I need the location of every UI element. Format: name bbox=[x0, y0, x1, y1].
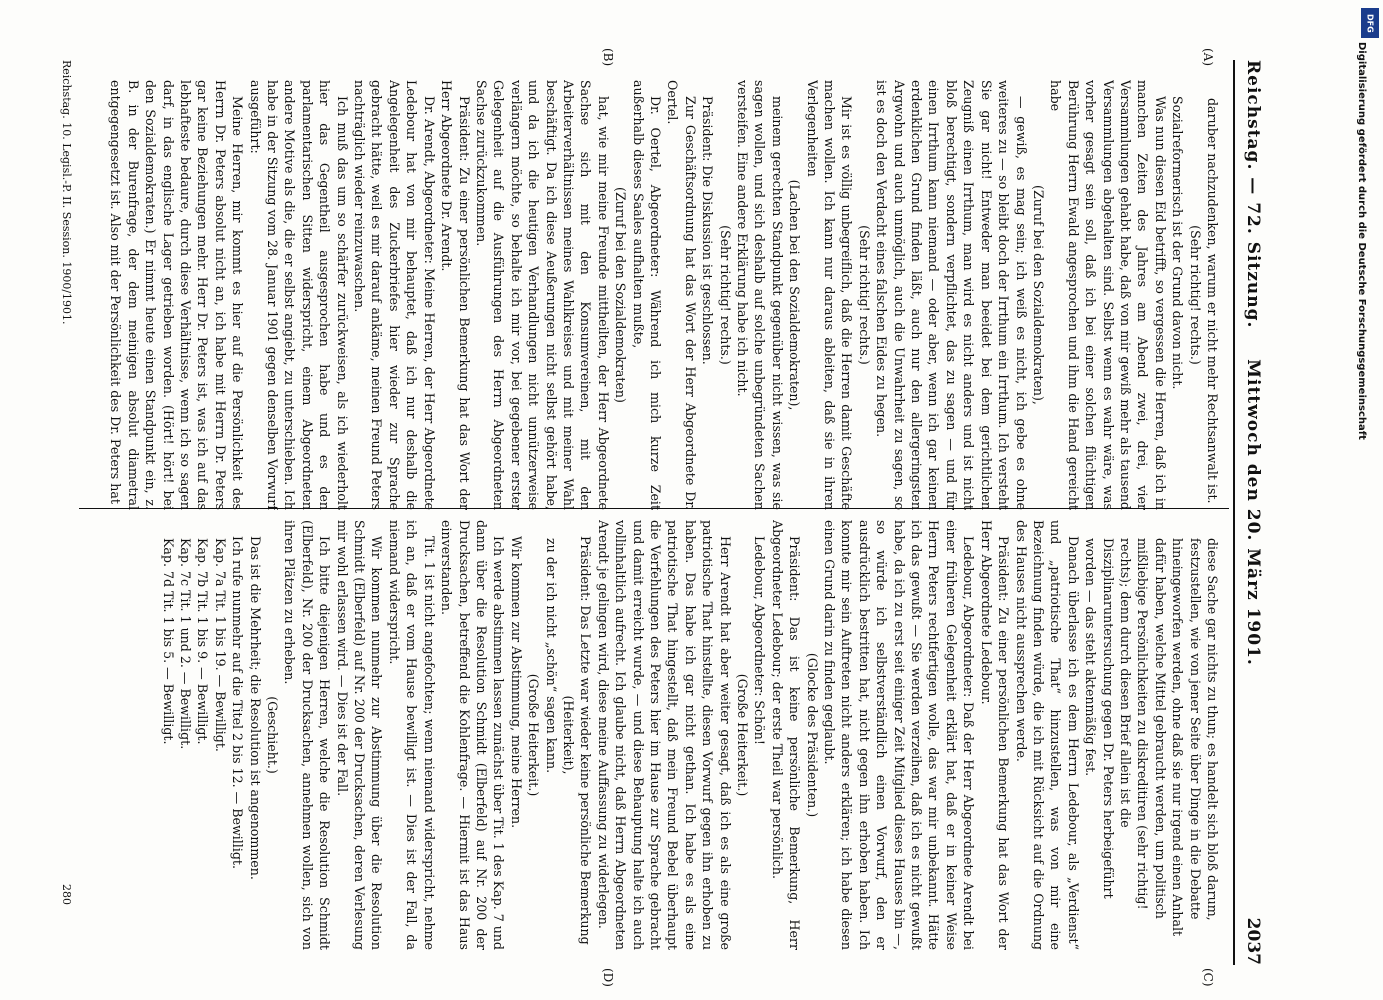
paragraph: Tit. 1 ist nicht angefochten; wenn niemand widerspricht, nehme ich an, daß er vom Hause bewilligt ist. — Dies ist der Fall, da niemand widerspricht. bbox=[386, 520, 437, 950]
interjection: (Lachen bei den Sozialdemokraten), bbox=[787, 179, 803, 411]
paragraph: Ich muß das um so schärfer zurückweisen, als ich wiederholt hier das Gegentheil ausgesprochen habe und es den parlamentarischen Sitten widerspricht, einem Abgeordneten andere Motive als die, die er selbst angiebt, zu unterschieben. Ich habe in der Sitzung vom 28. Januar 1901 gegen denselben Vorwurf ausgeführt: bbox=[247, 80, 350, 510]
paragraph: Dr. Oertel, Abgeordneter: Während ich mich kurze Zeit außerhalb dieses Saales aufhalten mußte, bbox=[630, 80, 663, 510]
interjection: (Glocke des Präsidenten.) bbox=[804, 652, 820, 818]
margin-mark-c: (C) bbox=[1201, 968, 1215, 987]
margin-mark-d: (D) bbox=[601, 968, 615, 987]
interjection: (Große Heiterkeit.) bbox=[526, 673, 542, 797]
footer-left: Reichstag. 10. Legisl.-P. II. Session. 1900/1901. bbox=[60, 60, 73, 325]
interjection: (Zuruf bei den Sozialdemokraten), bbox=[1030, 185, 1046, 405]
page-header bbox=[1231, 60, 1275, 965]
interjection: (Geschieht.) bbox=[265, 696, 281, 774]
interjection: (Sehr richtig! rechts.) bbox=[717, 225, 733, 365]
header-date: Mittwoch den 20. März 1901. bbox=[1243, 359, 1263, 666]
dfg-logo: DFG bbox=[1361, 8, 1379, 38]
paragraph: Ich bitte diejenigen Herren, welche die Resolution Schmidt (Elberfeld), Nr. 200 der Drucksachen, annehmen wollen, sich von ihren Plätzen zu erheben. bbox=[282, 520, 333, 950]
paragraph: Wir kommen nunmehr zur Abstimmung über die Resolution Schmidt (Elberfeld) auf Nr. 200 der Drucksachen, deren Verlesung mir wohl erlassen wird. — Dies ist der Fall. bbox=[334, 520, 385, 950]
footer-signature: 280 bbox=[60, 884, 73, 905]
interjection: (Zuruf bei den Sozialdemokraten) bbox=[613, 187, 629, 403]
paragraph: Mir ist es völlig unbegreiflich, daß die Herren damit Geschäfte machen wollen. Ich kann nur daraus ableiten, daß sie in ihren Verlegenheiten bbox=[804, 80, 855, 510]
paragraph: Präsident: Das Letzte war wieder keine persönliche Bemerkung bbox=[578, 536, 594, 945]
interjection: (Sehr richtig! rechts.) bbox=[1187, 225, 1203, 365]
paragraph: Ledebour, Abgeordneter: Schön! bbox=[752, 536, 768, 745]
interjection: (Sehr richtig! rechts.) bbox=[856, 225, 872, 365]
paragraph: zu der ich nicht „schön“ sagen kann. bbox=[543, 538, 559, 774]
paragraph: Präsident: Zu einer persönlichen Bemerkung hat das Wort der Herr Abgeordnete Ledebour. bbox=[978, 520, 1012, 950]
paragraph: Wir kommen zur Abstimmung, meine Herren. bbox=[508, 536, 524, 829]
paragraph: meinem gerechten Standpunkt gegenüber nicht wissen, was sie sagen wollen, und sich deshalb auf solche unbegründeten Sachen versteifen. Eine andere Erklärung habe ich nicht. bbox=[735, 80, 785, 510]
left-column bbox=[71, 80, 1221, 510]
page-footer bbox=[60, 60, 73, 965]
paragraph: Ich rufe nunmehr auf die Titel 2 bis 12. — Bewilligt. bbox=[230, 536, 246, 869]
list-item: Kap. 7a Tit. 1 bis 19. — Bewilligt. bbox=[212, 538, 228, 752]
paragraph: Dr. Arendt, Abgeordneter: Meine Herren, der Herr Abgeordnete Ledebour hat von mir behauptet, daß ich nur deshalb die Angelegenheit des Zuckerbriefes hier wieder zur Sprache gebracht hätte, weil es mir darauf ankäme, meinen Freund Peters nachträglich wieder reinzuwaschen. bbox=[352, 80, 437, 510]
paragraph: Präsident: Die Diskussion ist geschlossen. bbox=[700, 96, 716, 365]
paragraph: daruber nachzudenken, warum er nicht mehr Rechtsanwalt ist. bbox=[1205, 98, 1220, 504]
paragraph: Herr Arendt hat aber weiter gesagt, daß ich es als eine große patriotische That hinstellte, diesen Vorwurf gegen ihn erhoben zu haben. Das habe ich gar nicht gethan. Ich habe es als eine patriotische That hingestellt, daß mein Freund Bebel überhaupt die Verfehlungen des Peters hier im Hause zur Sprache gebracht und damit erreicht wurde, — und diese Behauptung halte ich auch vollinhaltlich aufrecht. Ich glaube nicht, daß Herrn Abgeordneten Arendt je gelingen wird, diese meine Auffassung zu widerlegen. bbox=[595, 520, 733, 950]
paragraph: Ledebour, Abgeordneter: Daß der Herr Abgeordnete Arendt bei einer früheren Gelegenheit erklärt hat, daß er in keiner Weise Herrn Peters rechtfertigen wolle, das war mir unbekannt. Hätte ich das gewußt — Sie werden verzeihen, daß ich es nicht gewußt habe, da ich zu erst seit einiger Zeit Mitglied dieses Hauses bin —, so würde ich selbstverständlich einen Vorwurf, den er ausdrücklich bestritten hat, nicht gegen ihn erhoben haben. Ich konnte mir sein Auftreten nicht anders erklären; ich habe diesen einen Grund darin zu finden geglaubt. bbox=[822, 520, 977, 950]
paragraph: Ich werde abstimmen lassen zunächst über Tit. 1 des Kap. 7 und dann über die Resolution Schmidt (Elberfeld) auf Nr. 200 der Drucksachen, betreffend die Kohlenfrage. — Hiermit ist das Haus einverstanden. bbox=[439, 520, 507, 950]
paragraph: Das ist die Mehrheit; die Resolution ist angenommen. bbox=[247, 536, 263, 880]
list-item: Kap. 7b Tit. 1 bis 9. — Bewilligt. bbox=[195, 538, 211, 745]
rotated-page bbox=[55, 0, 1295, 1000]
paragraph: Präsident: Zu einer persönlichen Bemerkung hat das Wort der Herr Abgeordnete Dr. Arendt. bbox=[439, 80, 472, 510]
paragraph: Danach überlasse ich es dem Herrn Ledebour, als „Verdienst“ und „patriotische That“ hinzustellen, was von mir eine Bezeichnung finden würde, die ich mit Rücksicht auf die Ordnung des Hauses nicht aussprechen werde. bbox=[1013, 520, 1081, 950]
margin-mark-a: (A) bbox=[1201, 48, 1215, 67]
paragraph: diese Sache gar nichts zu thun; es handelt sich bloß darum, festzustellen, wie von jener Seite über Dinge in die Debatte hineingeworfen werden, ohne daß sie nur irgend einen Anhalt dafür haben, welche Mittel gebraucht werden, um politisch mißliebige Persönlichkeiten zu diskreditiren (sehr richtig! rechts); denn durch diesen Brief allein ist die Disziplinaruntersuchung gegen Dr. Peters herbeigeführt worden — das steht aktenmäßig fest. bbox=[1083, 538, 1220, 937]
paragraph: Zur Geschäftsordnung hat das Wort der Herr Abgeordnete Dr. Oertel. bbox=[665, 80, 698, 510]
paragraph: Präsident: Das ist keine persönliche Bemerkung, Herr Abgeordneter Ledebour; der erste Theil war persönlich. bbox=[769, 520, 803, 950]
header-rule bbox=[1233, 60, 1235, 965]
paragraph: — gewiß, es mag sein; ich weiß es nicht, ich gebe es ohne weiteres zu — so bleibt doch der Irrthum ein Irrthum. Ich versteht Sie gar nicht! Entweder man beeidet bei dem gerichtlichen Zeugniß einen Irrthum, man wird es nicht anders und ist nicht bloß berechtigt, sondern verpflichtet, das zu sagen — und für einen Irrthum kann niemand — oder aber, wenn ich gar keinen erdenklichen Grund finden läßt, auch nur den allergeringsten Argwohn und auch unmöglich, auch die Unwahrheit zu sagen, so ist es doch den Verdacht eines falschen Eides zu hegen. bbox=[874, 80, 1029, 510]
paragraph: hat, wie mir meine Freunde mittheilten, der Herr Abgeordnete Sachse sich mit den Konsumvereinen, mit den Arbeiterverhältnissen meines Wahlkreises und mit meiner Wahl beschäftigt. Da ich diese Aeußerungen nicht selbst gehört habe, und da ich die heutigen Verhandlungen nicht unnützerweise verlängern möchte, so behalte ich mir vor, bei gegebener erster Gelegenheit auf die Ausführungen des Herrn Abgeordneten Sachse zurückzukommen. bbox=[473, 80, 611, 510]
list-item: Kap. 7c Tit. 1 und 2. — Bewilligt. bbox=[178, 538, 194, 750]
header-left: Reichstag. — 72. Sitzung. bbox=[1243, 60, 1263, 329]
margin-mark-b: (B) bbox=[601, 48, 615, 67]
paragraph: Meine Herren, mir kommt es hier auf die Persönlichkeit des Herrn Dr. Peters absolut nicht an, ich habe mit Herrn Dr. Peters gar keine Beziehungen mehr. Herr Dr. Peters ist, was ich auf das lebhafteste bedaure, durch diese Verhältnisse, wenn ich so sagen darf, in das englische Lager getrieben worden. (Hört! hört! bei den Sozialdemokraten.) Er nimmt heute einen Standpunkt ein, z. B. in der Burenfrage, der dem meinigen absolut diametral entgegengesetzt ist. Also mit der Persönlichkeit des Dr. Peters hat bbox=[108, 80, 246, 510]
list-item: Kap. 7d Tit. 1 bis 5. — Bewilligt. bbox=[160, 538, 176, 745]
dfg-credit: Digitalisierung gefördert durch die Deutsche Forschungsgemeinschaft bbox=[1356, 42, 1367, 440]
interjection: (Heiterkeit), bbox=[560, 695, 576, 775]
right-column bbox=[71, 520, 1221, 950]
paragraph: Was nun diesen Eid betrifft, so vergessen die Herren, daß ich in manchen Zeiten des Jahres am Abend zwei, drei, vier Versammlungen gehabt habe, daß von mir gewiß mehr als tausend Versammlungen abgehalten sind. Selbst wenn es wahr wäre, was vorher gesagt sein soll, daß ich bei einer solchen flüchtigen Berührung Herrn Ewald angesprochen und ihm die Hand gereicht habe bbox=[1048, 80, 1168, 510]
interjection: (Große Heiterkeit.) bbox=[735, 673, 751, 797]
paragraph: Sozialreformerisch ist der Grund davon nicht. bbox=[1170, 96, 1186, 390]
page-number: 2037 bbox=[1243, 917, 1263, 965]
